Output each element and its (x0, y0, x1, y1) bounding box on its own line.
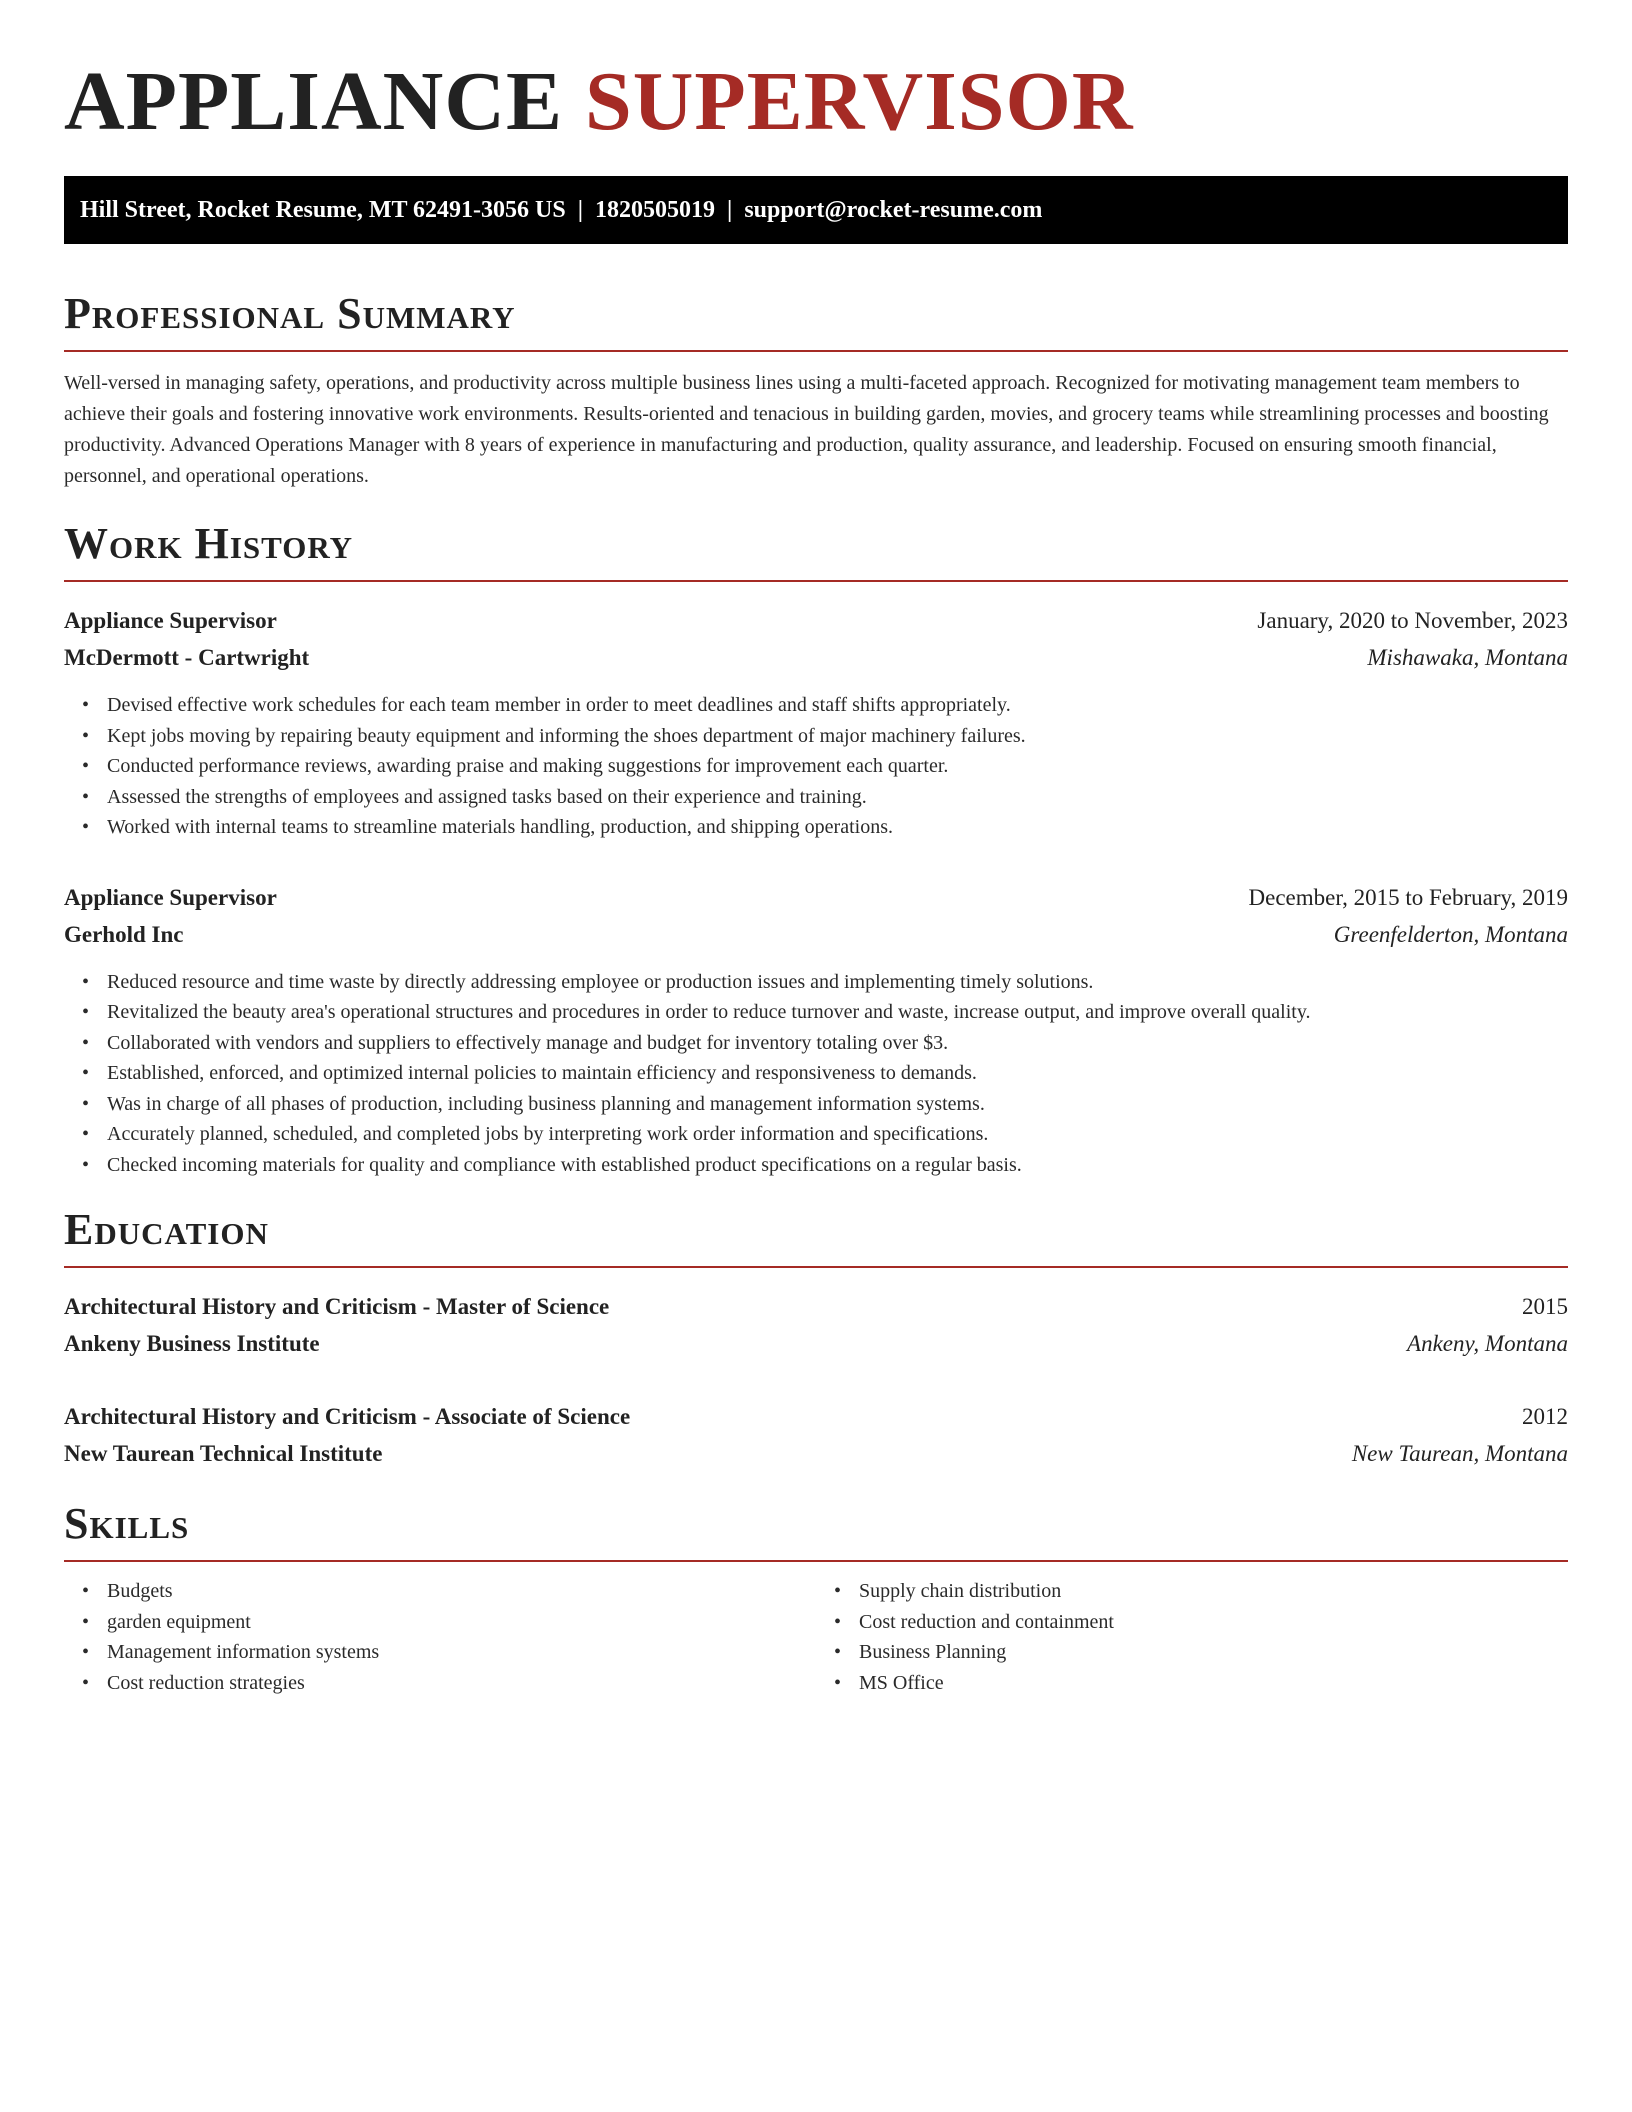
bullet-dot: • (82, 816, 90, 838)
job-bullet (82, 1150, 1568, 1181)
bullet-dot: • (82, 1153, 90, 1176)
section-title-skills: Skills (64, 1499, 190, 1548)
skill-item (82, 1637, 816, 1668)
education-degree: Architectural History and Criticism - Associate of Science (64, 1404, 631, 1429)
bullet-dot: • (834, 1671, 842, 1694)
job-bullet-text: Kept jobs moving by repairing beauty equipment and informing the shoes department of major machinery failures. (107, 724, 1026, 747)
job-bullet-text: Established, enforced, and optimized internal policies to maintain efficiency and responsiveness to demands. (107, 1062, 977, 1084)
job-bullet-text: Collaborated with vendors and suppliers to effectively manage and budget for inventory totaling over $3. (107, 1031, 949, 1054)
education-entry (64, 1398, 1568, 1472)
job-location: Mishawaka, Montana (1367, 645, 1568, 670)
job-bullet-text: Conducted performance reviews, awarding praise and making suggestions for improvement each quarter. (107, 755, 949, 777)
skill-text: MS Office (859, 1671, 944, 1694)
job-entry (64, 602, 1568, 843)
job-company: Gerhold Inc (64, 921, 184, 947)
job-bullet (82, 690, 1568, 721)
job-bullet (82, 997, 1568, 1028)
skill-item (82, 1668, 816, 1699)
job-bullet (82, 1089, 1568, 1120)
section-divider (64, 1560, 1568, 1562)
education-location: Ankeny, Montana (1407, 1331, 1568, 1356)
bullet-dot: • (82, 1031, 90, 1054)
job-company-row (64, 916, 1568, 953)
bullet-dot: • (82, 1610, 90, 1633)
bullet-dot: • (82, 724, 90, 747)
section-divider (64, 350, 1568, 352)
name-last: SUPERVISOR (585, 55, 1134, 148)
job-bullets (64, 967, 1568, 1181)
skill-item (834, 1576, 1568, 1607)
section-title-education: Education (64, 1205, 269, 1254)
job-location: Greenfelderton, Montana (1333, 921, 1568, 947)
skill-item (82, 1607, 816, 1638)
bullet-dot: • (82, 1001, 90, 1023)
contact-email: support@rocket-resume.com (744, 197, 1043, 223)
job-bullet (82, 782, 1568, 813)
job-dates: December, 2015 to February, 2019 (1248, 884, 1568, 910)
education-degree-row (64, 1398, 1568, 1435)
education-degree: Architectural History and Criticism - Master of Science (64, 1294, 610, 1319)
education-school: New Taurean Technical Institute (64, 1441, 383, 1466)
skills-list (64, 1576, 1568, 1698)
bullet-dot: • (82, 1641, 90, 1663)
job-bullet (82, 1058, 1568, 1089)
job-header-row (64, 879, 1568, 916)
bullet-dot: • (82, 970, 90, 993)
summary-text: Well-versed in managing safety, operations, and productivity across multiple business lines using a multi-faceted approach. Recognized for motivating management team members to achieve their goals and fostering innovative work environments. Results-oriented and tenacious in building garden, movies, and grocery teams while streamlining processes and boosting productivity. Advanced Operations Manager with 8 years of experience in manufacturing and production, quality assurance, and leadership. Focused on ensuring smooth financial, personnel, and operational operations. (64, 372, 1549, 487)
skill-text: Supply chain distribution (859, 1580, 1062, 1602)
bullet-dot: • (82, 694, 90, 716)
name-first: APPLIANCE (64, 55, 564, 148)
education-location: New Taurean, Montana (1351, 1441, 1568, 1466)
job-bullet-text: Devised effective work schedules for each team member in order to meet deadlines and staff shifts appropriately. (107, 694, 1011, 716)
job-bullet-text: Reduced resource and time waste by directly addressing employee or production issues and implementing timely solutions. (107, 970, 1094, 993)
education-school-row (64, 1325, 1568, 1362)
job-entry (64, 879, 1568, 1181)
bullet-dot: • (82, 1092, 90, 1115)
section-title-summary: Professional Summary (64, 289, 516, 338)
job-bullet (82, 1119, 1568, 1150)
section-title-work-history: Work History (64, 519, 354, 568)
job-dates: January, 2020 to November, 2023 (1257, 608, 1568, 633)
skill-item (82, 1576, 816, 1607)
job-header-row (64, 602, 1568, 639)
bullet-dot: • (834, 1610, 842, 1633)
bullet-dot: • (834, 1580, 842, 1602)
education-entry (64, 1288, 1568, 1362)
job-company-row (64, 639, 1568, 676)
job-bullet-text: Assessed the strengths of employees and assigned tasks based on their experience and training. (107, 785, 867, 808)
job-bullets (64, 690, 1568, 843)
resume-name (64, 0, 1568, 152)
job-bullet (82, 967, 1568, 998)
job-company: McDermott - Cartwright (64, 645, 310, 670)
skill-text: garden equipment (107, 1610, 251, 1633)
bullet-dot: • (82, 1580, 90, 1602)
bullet-dot: • (82, 755, 90, 777)
job-bullet (82, 812, 1568, 843)
bullet-dot: • (82, 785, 90, 808)
skill-item (834, 1637, 1568, 1668)
contact-address: Hill Street, Rocket Resume, MT 62491-3056 US (80, 197, 566, 223)
skill-text: Budgets (107, 1580, 173, 1602)
education-school-row (64, 1435, 1568, 1472)
bullet-dot: • (82, 1671, 90, 1694)
job-bullet-text: Revitalized the beauty area's operational structures and procedures in order to reduce turnover and waste, increase output, and improve overall quality. (107, 1001, 1311, 1023)
skills-bullets (816, 1576, 1568, 1698)
skill-text: Management information systems (107, 1641, 380, 1663)
job-position: Appliance Supervisor (64, 884, 277, 910)
education-year: 2012 (1522, 1404, 1568, 1429)
job-bullet-text: Worked with internal teams to streamline materials handling, production, and shipping operations. (107, 816, 893, 838)
skill-text: Cost reduction and containment (859, 1610, 1114, 1633)
section-divider (64, 1266, 1568, 1268)
job-bullet-text: Was in charge of all phases of production, including business planning and management information systems. (107, 1092, 985, 1115)
job-bullet-text: Accurately planned, scheduled, and completed jobs by interpreting work order information and specifications. (107, 1123, 989, 1145)
contact-phone: 1820505019 (595, 197, 716, 223)
job-bullet-text: Checked incoming materials for quality and compliance with established product specifications on a regular basis. (107, 1153, 1022, 1176)
education-school: Ankeny Business Institute (64, 1331, 320, 1356)
skill-item (834, 1668, 1568, 1699)
skills-bullets (64, 1576, 816, 1698)
job-position: Appliance Supervisor (64, 608, 277, 633)
section-divider (64, 580, 1568, 582)
contact-bar (64, 176, 1568, 244)
skills-column-left (64, 1576, 816, 1698)
education-year: 2015 (1522, 1294, 1568, 1319)
contact-separator: | (577, 197, 584, 223)
job-bullet (82, 1028, 1568, 1059)
job-bullet (82, 721, 1568, 752)
skill-text: Business Planning (859, 1641, 1007, 1663)
contact-separator: | (727, 197, 733, 223)
education-degree-row (64, 1288, 1568, 1325)
skill-text: Cost reduction strategies (107, 1671, 305, 1694)
bullet-dot: • (834, 1641, 842, 1663)
job-bullet (82, 751, 1568, 782)
bullet-dot: • (82, 1123, 90, 1145)
skills-column-right (816, 1576, 1568, 1698)
skill-item (834, 1607, 1568, 1638)
bullet-dot: • (82, 1062, 90, 1084)
